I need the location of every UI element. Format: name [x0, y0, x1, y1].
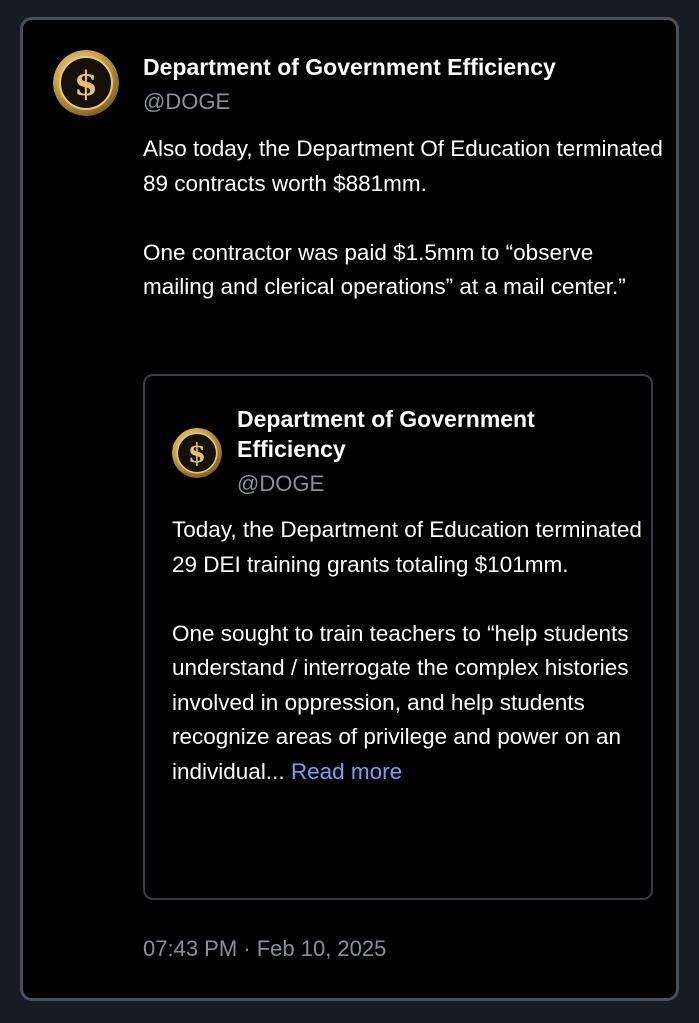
quoted-paragraph — [172, 617, 642, 790]
post-paragraph: One contractor was paid $1.5mm to “observe mailing and clerical operations” at a mail center.” — [143, 239, 626, 299]
post-card[interactable] — [20, 17, 679, 1001]
post-paragraph: Also today, the Department Of Education terminated 89 contracts worth $881mm. — [143, 136, 663, 196]
dollar-coin-icon — [172, 428, 222, 478]
avatar[interactable] — [53, 50, 119, 116]
quoted-avatar[interactable] — [172, 428, 222, 478]
author-handle[interactable]: @DOGE — [143, 89, 231, 114]
quoted-paragraph-text: One sought to train teachers to “help students understand / interrogate the complex histories involved in oppression, and help students recognize areas of privilege and power on an individual... — [172, 620, 629, 784]
dollar-coin-icon — [53, 50, 119, 116]
author-name[interactable]: Department of Government Efficiency — [143, 54, 556, 80]
svg-text:$: $ — [74, 64, 98, 104]
quoted-author-name[interactable]: Department of Government Efficiency — [237, 406, 535, 462]
post-text — [143, 132, 663, 305]
quoted-paragraph: Today, the Department of Education terminated 29 DEI training grants totaling $101mm. — [172, 517, 642, 577]
svg-text:$: $ — [188, 439, 206, 470]
quoted-author-handle[interactable]: @DOGE — [237, 471, 325, 496]
timestamp[interactable]: 07:43 PM · Feb 10, 2025 — [143, 936, 387, 961]
quoted-post[interactable] — [143, 374, 653, 900]
quoted-post-text — [172, 513, 642, 789]
read-more-link[interactable]: Read more — [290, 758, 403, 784]
